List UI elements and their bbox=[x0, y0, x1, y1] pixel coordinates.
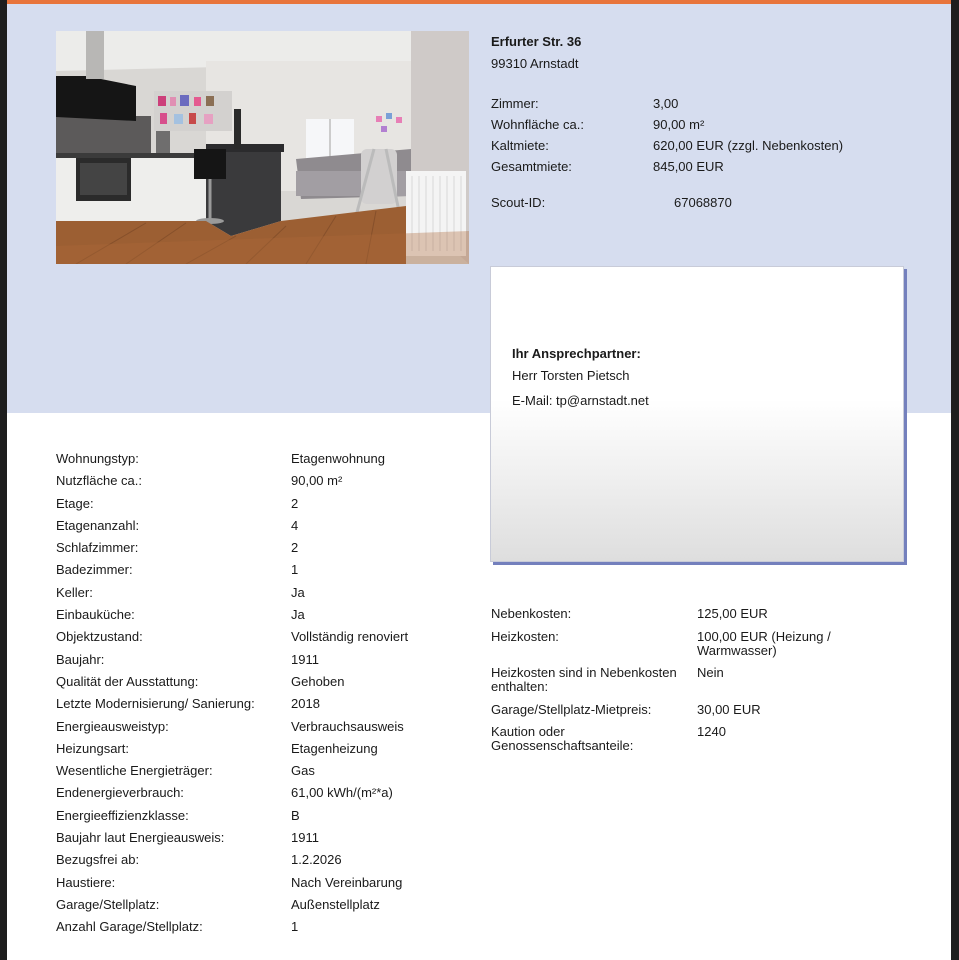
table-row bbox=[56, 540, 476, 562]
detail-label: Objektzustand: bbox=[56, 629, 143, 645]
detail-label: Badezimmer: bbox=[56, 562, 133, 578]
detail-label: Garage/Stellplatz: bbox=[56, 896, 160, 912]
fact-value: 845,00 EUR bbox=[653, 159, 724, 174]
detail-value: 1911 bbox=[291, 830, 319, 846]
cost-label: Kaution oder Genossenschaftsanteile: bbox=[491, 724, 634, 753]
detail-label: Heizungsart: bbox=[56, 740, 129, 756]
expose-page bbox=[7, 0, 951, 960]
detail-value: Gehoben bbox=[291, 673, 345, 689]
cost-value: 30,00 EUR bbox=[697, 702, 761, 717]
table-row bbox=[56, 652, 476, 674]
detail-label: Etage: bbox=[56, 495, 94, 511]
table-row bbox=[56, 785, 476, 807]
table-row bbox=[56, 562, 476, 584]
table-row bbox=[56, 808, 476, 830]
detail-value: Gas bbox=[291, 763, 315, 779]
detail-label: Bezugsfrei ab: bbox=[56, 852, 140, 868]
detail-value: Nach Vereinbarung bbox=[291, 874, 403, 890]
address-city: 99310 Arnstadt bbox=[491, 56, 579, 71]
table-row bbox=[56, 451, 476, 473]
detail-label: Qualität der Ausstattung: bbox=[56, 673, 199, 689]
contact-title: Ihr Ansprechpartner: bbox=[512, 346, 641, 361]
detail-label: Energieausweistyp: bbox=[56, 718, 169, 734]
apartment-photo bbox=[56, 31, 469, 264]
cost-label: Garage/Stellplatz-Mietpreis: bbox=[491, 702, 652, 717]
table-row bbox=[56, 875, 476, 897]
detail-value: 90,00 m² bbox=[291, 473, 343, 489]
detail-value: 61,00 kWh/(m²*a) bbox=[291, 785, 393, 801]
detail-value: 2018 bbox=[291, 696, 320, 712]
cost-label: Nebenkosten: bbox=[491, 606, 572, 621]
detail-label: Energieeffizienzklasse: bbox=[56, 807, 189, 823]
detail-label: Baujahr laut Energieausweis: bbox=[56, 830, 225, 846]
scout-id-value: 67068870 bbox=[674, 195, 732, 210]
table-row bbox=[56, 741, 476, 763]
detail-value: Ja bbox=[291, 607, 305, 623]
fact-value: 620,00 EUR (zzgl. Nebenkosten) bbox=[653, 138, 844, 153]
detail-value: 1.2.2026 bbox=[291, 852, 342, 868]
detail-value: Etagenheizung bbox=[291, 740, 378, 756]
fact-label: Wohnfläche ca.: bbox=[491, 117, 584, 132]
fact-value: 3,00 bbox=[653, 96, 679, 111]
cost-label: Heizkosten sind in Nebenkosten enthalten: bbox=[491, 665, 677, 694]
detail-label: Etagenanzahl: bbox=[56, 517, 140, 533]
detail-value: Etagenwohnung bbox=[291, 451, 385, 466]
detail-label: Wohnungstyp: bbox=[56, 451, 139, 466]
detail-value: 1 bbox=[291, 562, 299, 578]
cost-value: 125,00 EUR bbox=[697, 606, 768, 621]
address-street: Erfurter Str. 36 bbox=[491, 34, 582, 49]
details-table bbox=[56, 451, 476, 942]
table-row bbox=[56, 897, 476, 919]
detail-value: 1911 bbox=[291, 651, 319, 667]
detail-value: Verbrauchsausweis bbox=[291, 718, 404, 734]
fact-value: 90,00 m² bbox=[653, 117, 705, 132]
table-row bbox=[56, 629, 476, 651]
fact-label: Zimmer: bbox=[491, 96, 539, 111]
detail-value: 2 bbox=[291, 495, 299, 511]
detail-value: 1 bbox=[291, 919, 299, 935]
detail-label: Einbauküche: bbox=[56, 607, 135, 623]
fact-label: Gesamtmiete: bbox=[491, 159, 572, 174]
detail-label: Haustiere: bbox=[56, 874, 116, 890]
detail-value: Außenstellplatz bbox=[291, 896, 380, 912]
detail-label: Nutzfläche ca.: bbox=[56, 473, 142, 489]
cost-value: 100,00 EUR (Heizung / Warmwasser) bbox=[697, 629, 831, 658]
detail-label: Schlafzimmer: bbox=[56, 540, 139, 556]
table-row bbox=[56, 496, 476, 518]
table-row bbox=[56, 830, 476, 852]
cost-value: Nein bbox=[697, 665, 724, 680]
detail-label: Wesentliche Energieträger: bbox=[56, 763, 213, 779]
contact-email[interactable]: E-Mail: tp@arnstadt.net bbox=[512, 393, 649, 408]
table-row bbox=[56, 919, 476, 941]
table-row bbox=[56, 852, 476, 874]
table-row bbox=[56, 518, 476, 540]
fact-label: Kaltmiete: bbox=[491, 138, 549, 153]
detail-label: Baujahr: bbox=[56, 651, 105, 667]
detail-value: 4 bbox=[291, 517, 299, 533]
detail-value: Ja bbox=[291, 584, 305, 600]
table-row bbox=[56, 763, 476, 785]
scout-id-row bbox=[491, 195, 732, 210]
detail-value: 2 bbox=[291, 540, 299, 556]
table-row bbox=[56, 473, 476, 495]
detail-label: Letzte Modernisierung/ Sanierung: bbox=[56, 696, 255, 712]
detail-value: B bbox=[291, 807, 300, 823]
table-row bbox=[56, 674, 476, 696]
detail-label: Endenergieverbrauch: bbox=[56, 785, 184, 801]
table-row bbox=[56, 719, 476, 741]
table-row bbox=[56, 696, 476, 718]
contact-name: Herr Torsten Pietsch bbox=[512, 368, 630, 383]
detail-label: Keller: bbox=[56, 584, 93, 600]
cost-value: 1240 bbox=[697, 724, 726, 739]
table-row bbox=[56, 585, 476, 607]
table-row bbox=[56, 607, 476, 629]
scout-id-label: Scout-ID: bbox=[491, 195, 546, 210]
detail-label: Anzahl Garage/Stellplatz: bbox=[56, 919, 203, 935]
contact-card bbox=[490, 266, 904, 562]
detail-value: Vollständig renoviert bbox=[291, 629, 409, 645]
cost-label: Heizkosten: bbox=[491, 629, 559, 644]
